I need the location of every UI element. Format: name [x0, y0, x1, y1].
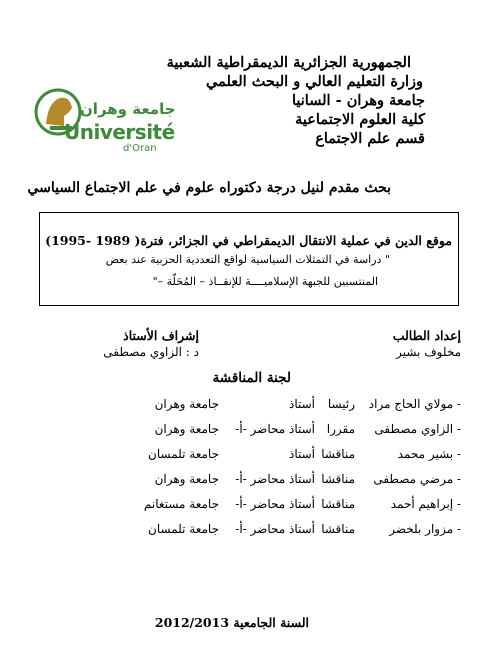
member-name: - مولاي الحاج مراد: [368, 397, 461, 411]
academic-year: السنة الجامعية 2012/2013: [154, 615, 309, 630]
header-line-faculty: كلية العلوم الاجتماعية: [295, 111, 425, 128]
member-role: مناقشا: [321, 497, 355, 511]
member-rank: أستاذ محاضر -أ-: [235, 497, 315, 511]
member-role: رئيسا: [327, 397, 355, 411]
header-line-ministry: وزارة التعليم العالي و البحث العلمي: [205, 73, 423, 90]
thesis-type: بحث مقدم لنيل درجة دكتوراه علوم في علم الاجتماع السياسي: [27, 180, 391, 196]
supervisor-label: إشراف الأستاذ: [123, 328, 199, 343]
member-name: - الزاوي مصطفى: [374, 422, 461, 436]
member-role: مناقشا: [321, 522, 355, 536]
thesis-subtitle-line-2: المنتسبين للجبهة الإسلاميــــة للإنقــاذ – المُحَلّة –": [152, 275, 378, 288]
committee-title: لجنة المناقشة: [212, 370, 291, 386]
member-name: - مزوار بلخضر: [389, 522, 461, 536]
member-rank: أستاذ: [288, 447, 315, 461]
member-rank: أستاذ محاضر -أ-: [235, 472, 315, 486]
header-line-university: جامعة وهران - السانيا: [291, 92, 425, 109]
member-university: جامعة تلمسان: [148, 522, 219, 536]
member-university: جامعة وهران: [154, 397, 219, 411]
student-name: مخلوف بشير: [396, 345, 461, 359]
logo-latin-text: Université: [64, 120, 175, 144]
logo-arabic-text: جامعة وهران: [80, 100, 176, 118]
member-role: مقررا: [326, 422, 355, 436]
member-university: جامعة تلمسان: [148, 447, 219, 461]
member-university: جامعة مستغانم: [143, 497, 219, 511]
thesis-topic-box: [39, 212, 459, 306]
university-logo: [28, 80, 176, 162]
header-line-republic: الجمهورية الجزائرية الديمقراطية الشعبية: [166, 54, 411, 71]
member-university: جامعة وهران: [154, 422, 219, 436]
member-role: مناقشا: [321, 472, 355, 486]
member-name: - مرضي مصطفى: [373, 472, 461, 486]
student-label: إعداد الطالب: [392, 328, 461, 343]
member-university: جامعة وهران: [154, 472, 219, 486]
logo-sub-text: d'Oran: [123, 143, 157, 154]
thesis-title: موقع الدين في عملية الانتقال الديمقراطي في الجزائر، فترة( 1989 -1995): [45, 233, 452, 248]
member-name: - إبراهيم أحمد: [390, 497, 461, 511]
header-line-department: قسم علم الاجتماع: [315, 130, 425, 147]
member-rank: أستاذ محاضر -أ-: [235, 522, 315, 536]
supervisor-name: د : الزاوي مصطفى: [103, 345, 199, 359]
member-rank: أستاذ: [288, 397, 315, 411]
member-rank: أستاذ محاضر -أ-: [235, 422, 315, 436]
thesis-subtitle-line-1: " دراسة في التمثلات السياسية لواقع التعددية الحزبية عند بعض: [105, 253, 390, 266]
member-name: - بشير محمد: [397, 447, 461, 461]
member-role: مناقشا: [321, 447, 355, 461]
